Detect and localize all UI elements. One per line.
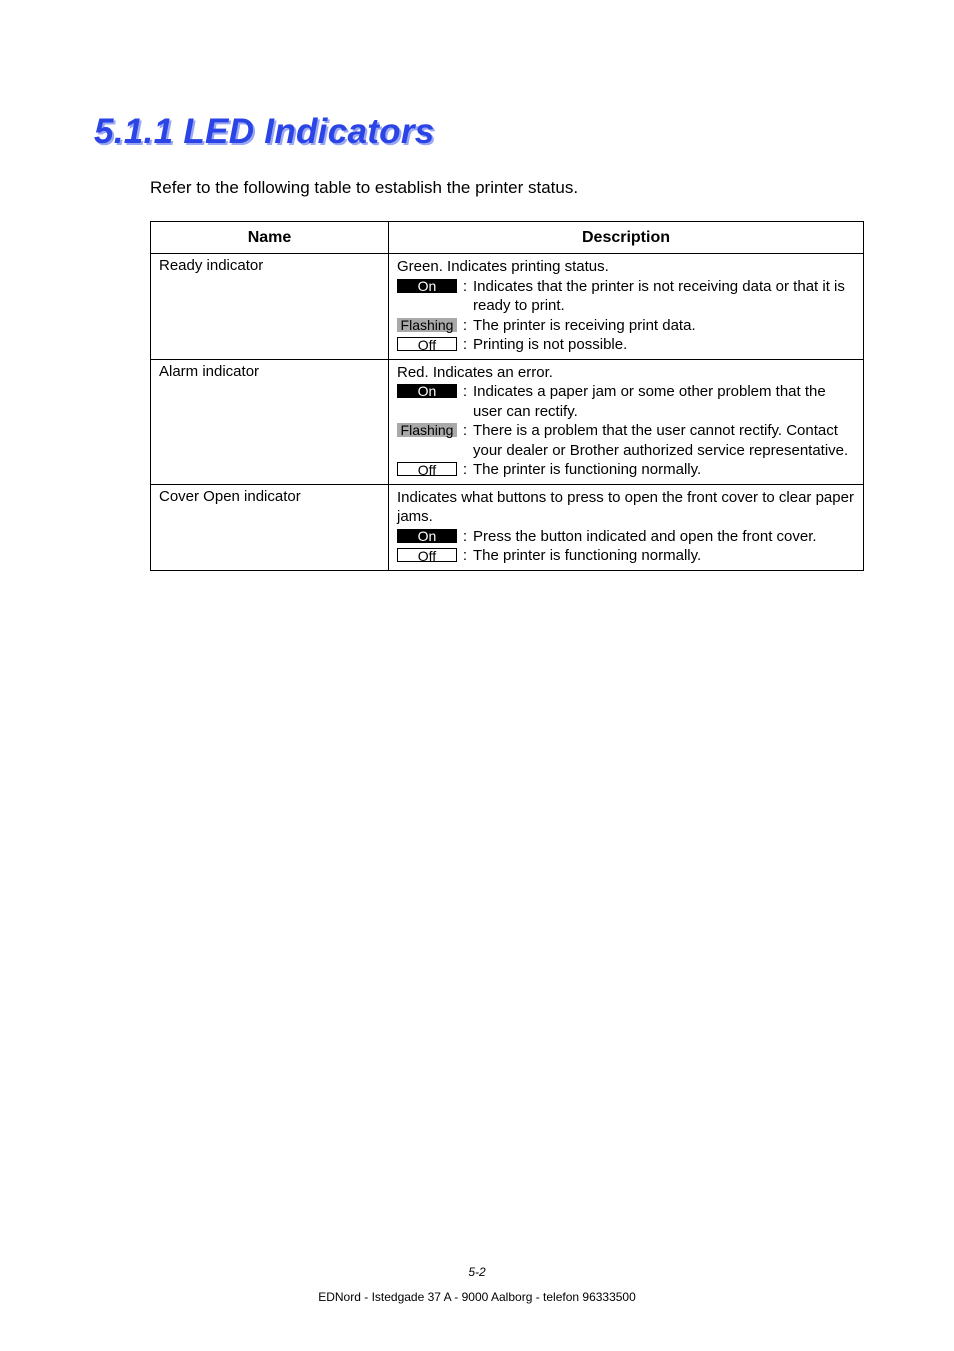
state-row: Flashing : The printer is receiving print data.	[397, 316, 855, 336]
state-text: Indicates a paper jam or some other problem that the user can rectify.	[473, 383, 826, 420]
state-text: There is a problem that the user cannot rectify. Contact your dealer or Brother authorized service representative.	[473, 422, 849, 459]
state-text: Indicates that the printer is not receiving data or that it is ready to print.	[473, 277, 845, 314]
indicator-name: Ready indicator	[151, 254, 389, 360]
description-intro: Red. Indicates an error.	[397, 363, 553, 381]
indicator-description	[389, 359, 864, 484]
indicator-description	[389, 484, 864, 570]
indicator-name: Cover Open indicator	[151, 484, 389, 570]
state-row: On : Press the button indicated and open the front cover.	[397, 527, 855, 547]
state-badge-on: On	[397, 529, 457, 543]
state-row: On : Indicates that the printer is not receiving data or that it is ready to print.	[397, 277, 855, 316]
state-text: The printer is functioning normally.	[473, 461, 702, 478]
page-number: 5-2	[468, 1265, 486, 1279]
state-badge-off: Off	[397, 337, 457, 351]
state-badge-on: On	[397, 384, 457, 398]
indicator-description	[389, 254, 864, 360]
state-row: Off : Printing is not possible.	[397, 335, 855, 355]
page-footer: EDNord - Istedgade 37 A - 9000 Aalborg - telefon 96333500	[318, 1290, 636, 1304]
state-badge-flashing: Flashing	[397, 423, 457, 437]
state-row: Off : The printer is functioning normally.	[397, 546, 855, 566]
section-title: 5.1.1 LED Indicators	[94, 112, 435, 151]
led-indicator-table	[150, 221, 864, 571]
state-badge-off: Off	[397, 462, 457, 476]
table-row	[151, 359, 864, 484]
state-row: On : Indicates a paper jam or some other problem that the user can rectify.	[397, 382, 855, 421]
table-row	[151, 484, 864, 570]
header-name: Name	[151, 222, 389, 254]
state-badge-off: Off	[397, 548, 457, 562]
description-intro: Green. Indicates printing status.	[397, 258, 609, 275]
indicator-name: Alarm indicator	[151, 359, 389, 484]
state-text: The printer is functioning normally.	[473, 547, 702, 564]
table-header-row	[151, 222, 864, 254]
state-text: Printing is not possible.	[473, 336, 628, 353]
intro-text: Refer to the following table to establish the printer status.	[150, 178, 579, 197]
description-intro: Indicates what buttons to press to open the front cover to clear paper jams.	[397, 488, 854, 525]
state-badge-on: On	[397, 279, 457, 293]
state-badge-flashing: Flashing	[397, 318, 457, 332]
header-description: Description	[389, 222, 864, 254]
state-text: The printer is receiving print data.	[473, 316, 696, 334]
table-row	[151, 254, 864, 360]
state-text: Press the button indicated and open the front cover.	[473, 527, 817, 545]
state-row: Flashing : There is a problem that the user cannot rectify. Contact your dealer or Brother authorized service representative.	[397, 421, 855, 460]
state-row: Off : The printer is functioning normally.	[397, 460, 855, 480]
